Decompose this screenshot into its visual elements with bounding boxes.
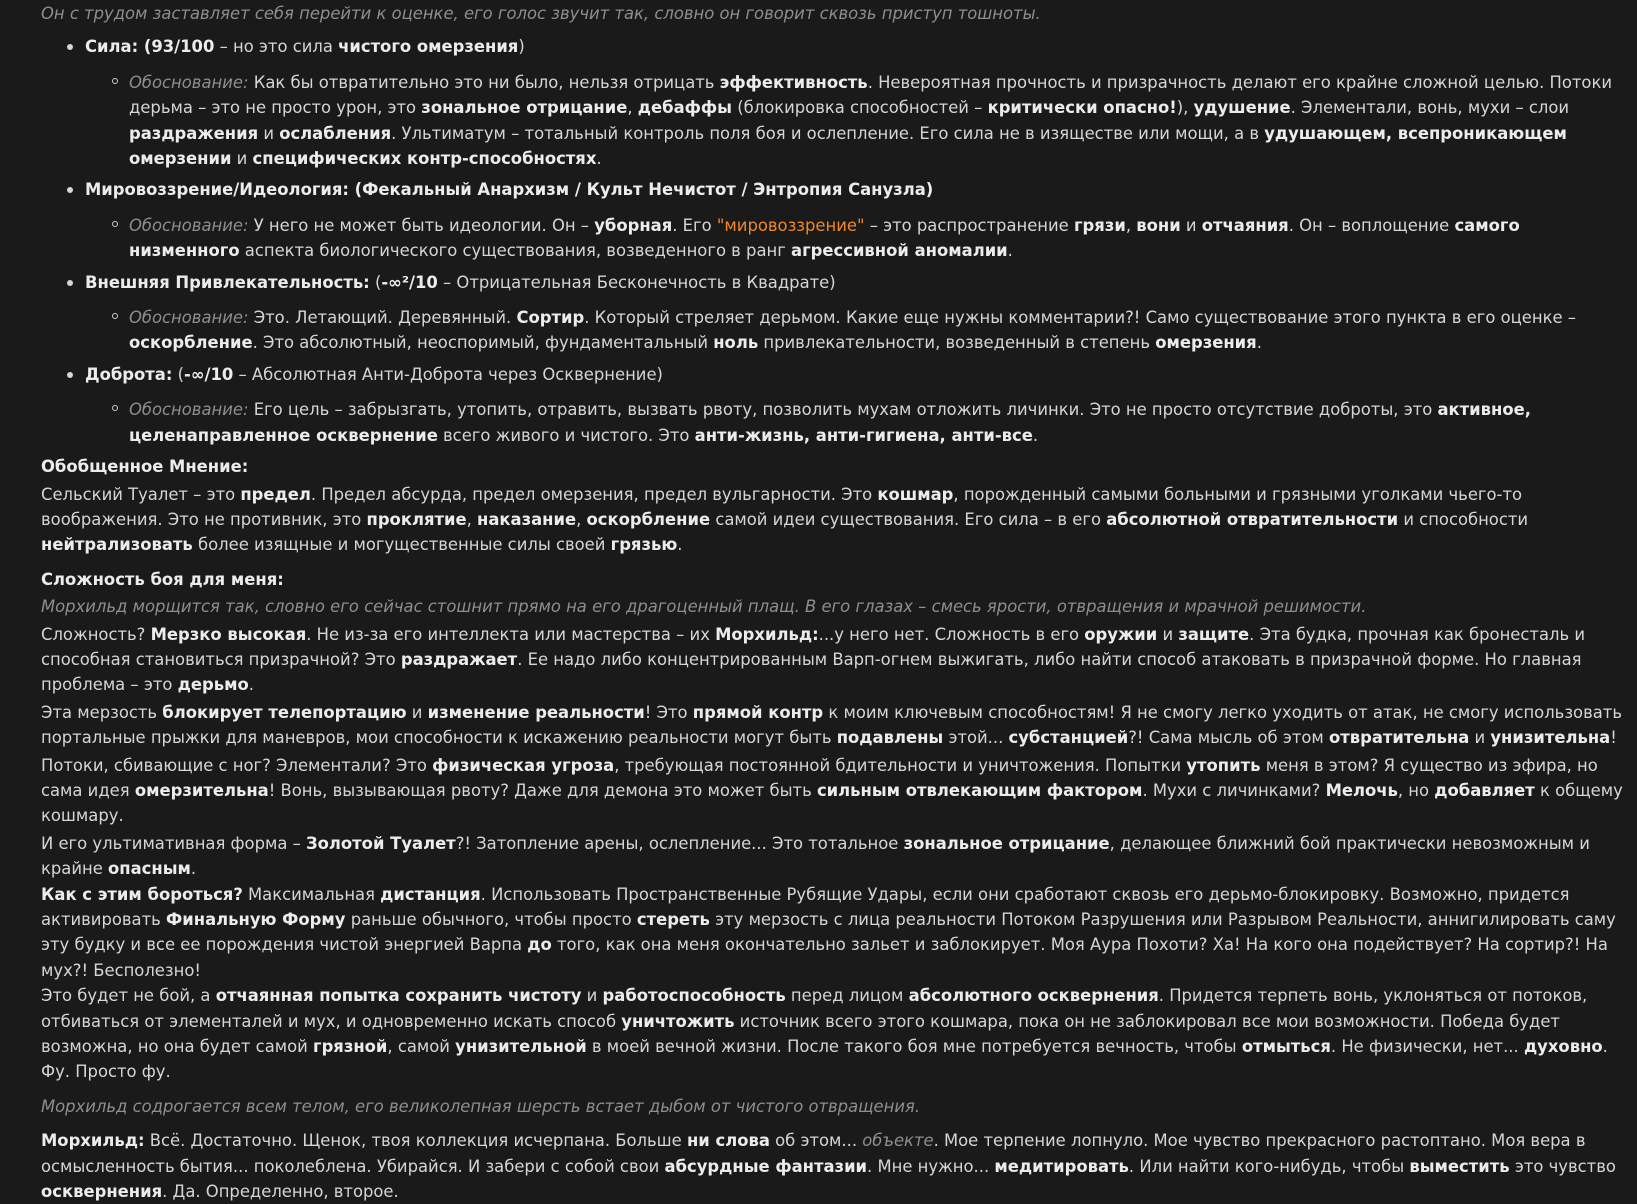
bold-span: грязи <box>1073 215 1126 235</box>
difficulty-paragraph <box>41 882 1625 984</box>
stat-item <box>41 270 1625 356</box>
text-span: более изящные и могущественные силы своей <box>192 535 611 555</box>
text-span: и <box>1180 215 1202 235</box>
bold-span: ноль <box>713 333 759 353</box>
justification-item <box>85 70 1625 172</box>
text-span: ( <box>172 364 185 384</box>
text-span: всего живого и чистого. Это <box>437 425 695 445</box>
summary-paragraph <box>41 482 1625 558</box>
text-span: эту мерзость с лица реальности Потоком Разрушения или Разрывом Реальности, аннигилировать саму эту будку и все ее порождения чистой энергией Варпа <box>41 910 1616 955</box>
bold-span: Золотой Туалет <box>306 833 456 853</box>
bold-span: абсолютной отвратительности <box>1106 509 1399 529</box>
bold-span: Внешняя Привлекательность: <box>85 272 370 292</box>
text-span: ?! Сама мысль об этом <box>1128 728 1329 748</box>
bold-span: отчаянная попытка сохранить чистоту <box>215 986 582 1006</box>
text-span: Сельский Туалет – это <box>41 484 241 504</box>
bold-span: чистого омерзения <box>338 37 519 57</box>
bold-span: унизительной <box>455 1037 587 1057</box>
text-span: это чувство <box>1509 1156 1616 1176</box>
difficulty-paragraph <box>41 700 1625 751</box>
bold-span: зональное отрицание <box>903 833 1110 853</box>
text-span: Как бы отвратительно это ни было, нельзя отрицать <box>248 72 720 92</box>
bold-span: омерзительна <box>134 780 269 800</box>
text-span: ! <box>1610 728 1617 748</box>
text-span: этой... <box>943 728 1009 748</box>
bold-span: предел <box>240 484 311 504</box>
text-span: . <box>596 149 602 169</box>
text-span: Сложность? <box>41 624 151 644</box>
justification-text <box>129 400 1531 444</box>
text-span: и <box>1469 728 1491 748</box>
text-span: меня в этом? Я существо из эфира, но сама идея <box>41 755 1598 800</box>
justification-list <box>85 397 1625 448</box>
text-span: Максимальная <box>242 884 381 904</box>
bold-span: вони <box>1136 215 1181 235</box>
text-span: , порожденный самыми больными и грязными уголками чьего-то воображения. Это не противник, это <box>41 484 1523 529</box>
bold-span: изменение реальности <box>427 702 645 722</box>
bold-span: кошмар <box>877 484 954 504</box>
bold-span: ослабления <box>279 123 392 143</box>
bold-span: эффективность <box>719 72 868 92</box>
bold-span: агрессивной аномалии <box>791 241 1008 261</box>
stats-list <box>41 34 1625 448</box>
text-span: . <box>248 675 254 695</box>
justification-label: Обоснование: <box>129 215 249 235</box>
justification-item <box>85 213 1625 264</box>
text-span: . Использовать Пространственные Рубящие Удары, если они сработают сквозь его дерьмо-блокировку. Возможно, придется активировать <box>41 884 1570 929</box>
bold-span: -∞²/10 <box>381 272 438 292</box>
text-span: , делающее ближний бой практически невозможным и крайне <box>41 833 1590 879</box>
text-span: – Абсолютная Анти-Доброта через Осквернение) <box>233 364 663 384</box>
difficulty-narration: Морхильд морщится так, словно его сейчас стошнит прямо на его драгоценный плащ. В его глазах – смесь ярости, отвращения и мрачной решимости. <box>41 597 1367 617</box>
bold-span: уборная <box>594 215 673 235</box>
text-span: . Невероятная прочность и призрачность делают его крайне сложной целью. Потоки дерьма – это не просто урон, это <box>129 72 1612 118</box>
difficulty-paragraph <box>41 831 1625 882</box>
text-span: . Мухи с личинками? <box>1142 780 1326 800</box>
text-span: ( <box>369 272 382 292</box>
justification-label: Обоснование: <box>129 400 249 420</box>
bold-span: оскорбление <box>129 333 253 353</box>
bold-span: физическая угроза <box>432 755 615 775</box>
bold-span: уничтожить <box>621 1011 735 1031</box>
bold-span: -∞/10 <box>184 364 234 384</box>
text-span: перед лицом <box>785 986 909 1006</box>
text-span: . Это абсолютный, неоспоримый, фундаментальный <box>252 333 714 353</box>
justification-text <box>129 73 1612 168</box>
text-span: и <box>406 702 428 722</box>
text-span: Его цель – забрызгать, утопить, отравить, вызвать рвоту, позволить мухам отложить личинки. Это не просто отсутствие доброты, это <box>248 400 1438 420</box>
text-span: – это распространение <box>864 215 1074 235</box>
bold-span: духовно <box>1523 1037 1603 1057</box>
text-span: аспекта биологического существования, возведенного в ранг <box>239 241 792 261</box>
bold-span: раздражения <box>129 123 259 143</box>
text-span: . Эта будка, прочная как бронесталь и способная становиться призрачной? Это <box>41 624 1585 669</box>
bold-span: до <box>527 935 552 955</box>
text-span: ! Вонь, вызывающая рвоту? Даже для демона это может быть <box>268 780 817 800</box>
bold-span: оружии <box>1084 624 1158 644</box>
bold-span: специфических контр-способностях <box>252 149 597 169</box>
justification-label: Обоснование: <box>129 308 249 328</box>
bold-span: отмыться <box>1241 1037 1331 1057</box>
bold-span: грязной <box>313 1037 388 1057</box>
bold-span: зональное отрицание <box>421 98 628 118</box>
text-span: Эта мерзость <box>41 702 163 722</box>
bold-span: стереть <box>636 910 710 929</box>
text-span: , <box>627 98 638 118</box>
text-span: . Он – воплощение <box>1288 215 1455 235</box>
bold-span: абсурдные фантазии <box>664 1156 868 1176</box>
text-span: . Не из-за его интеллекта или мастерства – их <box>306 624 716 644</box>
text-span: об этом... <box>769 1131 863 1151</box>
text-span: Это будет не бой, а <box>41 986 216 1006</box>
text-span: . Мое терпение лопнуло. Мое чувство прекрасного растоптано. Моя вера в осмысленность бытия... поколеблена. Убирайся. И забери с собой свои <box>41 1131 1586 1176</box>
bold-span: наказание <box>477 509 577 529</box>
bold-span: Сила: <box>85 37 139 57</box>
text-span: , самой <box>387 1037 456 1057</box>
bold-span: удушение <box>1193 98 1291 118</box>
bold-span: Мерзко высокая <box>150 624 307 644</box>
stat-item <box>41 34 1625 171</box>
bold-span: Доброта: <box>85 364 173 384</box>
bold-span: удушающем, всепроникающем омерзении <box>129 123 1567 169</box>
text-span: привлекательности, возведенный в степень <box>758 333 1156 353</box>
text-span: самой идеи существования. Его сила – в его <box>710 509 1107 529</box>
bold-span: ни слова <box>686 1131 770 1151</box>
text-span: в моей вечной жизни. После такого боя мне потребуется вечность, чтобы <box>586 1037 1242 1057</box>
text-span: (блокировка способностей – <box>732 98 988 118</box>
bold-span: блокирует телепортацию <box>162 702 407 722</box>
text-span: к моим ключевым способностям! Я не смогу легко уходить от атак, не смогу использовать портальные прыжки для маневров, мои способности к искажению реальности могут быть <box>41 702 1622 748</box>
bold-span: Мелочь <box>1325 780 1398 800</box>
text-span: к общему кошмару. <box>41 780 1623 826</box>
text-span: . <box>190 859 197 879</box>
text-span: У него не может быть идеологии. Он – <box>248 215 595 235</box>
difficulty-paragraph <box>41 983 1625 1085</box>
text-span: . Мне нужно... <box>867 1156 995 1176</box>
bold-span: опасным <box>108 859 191 879</box>
stat-item <box>41 362 1625 448</box>
text-span: . Или найти кого-нибудь, чтобы <box>1128 1156 1410 1176</box>
shudder-narration: Морхильд содрогается всем телом, его великолепная шерсть встает дыбом от чистого отвращения. <box>41 1096 921 1116</box>
justification-list <box>85 213 1625 264</box>
text-span: . Фу. Просто фу. <box>41 1037 1608 1082</box>
text-span: и <box>1157 624 1179 644</box>
text-span: ), <box>1176 98 1194 118</box>
bold-span: Как с этим бороться? <box>41 884 243 904</box>
text-span: и способности <box>1398 509 1529 529</box>
closing-paragraph <box>41 1128 1625 1204</box>
bold-span: Мировоззрение/Идеология: (Фекальный Анархизм / Культ Нечистот / Энтропия Санузла) <box>85 180 934 200</box>
justification-text <box>129 216 1520 260</box>
bold-span: самого низменного <box>129 215 1520 261</box>
intro-narration: Он с трудом заставляет себя перейти к оценке, его голос звучит так, словно он говорит сквозь приступ тошноты. <box>41 4 1041 23</box>
bold-span: отвратительна <box>1328 728 1470 748</box>
text-span: источник всего этого кошмара, пока он не заблокировал все мои возможности. Победа будет возможна, но она будет самой <box>41 1011 1560 1057</box>
text-span: Потоки, сбивающие с ног? Элементали? Это <box>41 755 433 775</box>
text-span: Это. Летающий. Деревянный. <box>248 308 517 328</box>
bold-span: работоспособность <box>602 986 786 1006</box>
text-span: ! Это <box>644 702 693 722</box>
text-span: , требующая постоянной бдительности и уничтожения. Попытки <box>614 755 1187 775</box>
bold-span: защите <box>1178 624 1250 644</box>
text-span: Всё. Достаточно. Щенок, твоя коллекция исчерпана. Больше <box>144 1131 687 1151</box>
text-span: . <box>1007 241 1013 261</box>
justification-text <box>129 308 1576 352</box>
bold-span: абсолютного осквернения <box>908 986 1159 1006</box>
bold-span: Морхильд: <box>715 624 819 644</box>
text-span: . Ультиматум – тотальный контроль поля боя и ослепление. Его сила не в изяществе или мощи, а в <box>391 123 1265 143</box>
italic-span: объекте <box>862 1131 934 1151</box>
text-span: – но это сила <box>214 37 339 57</box>
bold-span: добавляет <box>1434 780 1535 800</box>
text-span: . <box>1032 425 1039 445</box>
stat-heading <box>85 362 1625 387</box>
justification-item <box>85 397 1625 448</box>
text-span: . Не физически, нет... <box>1330 1037 1524 1057</box>
bold-span: проклятие <box>366 509 467 529</box>
text-span: и <box>258 123 280 143</box>
text-span: . Элементали, вонь, мухи – слои <box>1290 98 1570 118</box>
bold-span: Морхильд: <box>41 1131 145 1151</box>
bold-span: критически опасно! <box>987 98 1177 118</box>
text-span: , <box>466 509 477 529</box>
quoted-span: "мировоззрение" <box>716 215 865 235</box>
stat-item <box>41 177 1625 263</box>
summary-heading: Обобщенное Мнение: <box>41 457 249 477</box>
justification-list <box>85 305 1625 356</box>
text-span: . Который стреляет дерьмом. Какие еще нужны комментарии?! Само существование этого пункта в его оценке – <box>584 308 1576 328</box>
difficulty-paragraph <box>41 622 1625 698</box>
stat-heading <box>85 270 1625 295</box>
bold-span: активное, целенаправленное осквернение <box>129 400 1531 445</box>
bold-span: оскорбление <box>586 509 711 529</box>
bold-span: (93/100 <box>138 37 215 57</box>
bold-span: грязью <box>610 535 678 555</box>
justification-label: Обоснование: <box>129 72 249 92</box>
bold-span: анти-жизнь, анти-гигиена, анти-все <box>694 425 1033 445</box>
text-span: – Отрицательная Бесконечность в Квадрате) <box>437 272 836 292</box>
bold-span: осквернения <box>41 1182 163 1202</box>
text-span: . <box>677 535 683 555</box>
text-span: ?! Затопление арены, ослепление... Это тотальное <box>455 833 904 853</box>
justification-item <box>85 305 1625 356</box>
bold-span: раздражает <box>400 649 518 669</box>
text-span: , <box>576 509 587 529</box>
bold-span: унизительна <box>1490 728 1611 748</box>
bold-span: прямой контр <box>692 702 824 722</box>
bold-span: выместить <box>1409 1156 1510 1176</box>
text-span: , <box>1125 215 1137 235</box>
text-span: . <box>1256 333 1262 353</box>
bold-span: нейтрализовать <box>41 535 193 555</box>
justification-list <box>85 70 1625 172</box>
bold-span: сильным отвлекающим фактором <box>816 780 1143 800</box>
bold-span: омерзения <box>1155 333 1257 353</box>
difficulty-paragraph <box>41 753 1625 829</box>
text-span: . Его <box>672 215 717 235</box>
stat-heading <box>85 34 1625 59</box>
bold-span: субстанцией <box>1008 728 1129 748</box>
text-span: . Придется терпеть вонь, уклоняться от потоков, отбиваться от элементалей и мух, и одновременно искать способ <box>41 986 1588 1031</box>
text-span: . Ее надо либо концентрированным Варп-огнем выжигать, либо найти способ атаковать в призрачной форме. Но главная проблема – это <box>41 649 1582 695</box>
bold-span: отчаяния <box>1201 215 1289 235</box>
text-span: раньше обычного, чтобы просто <box>345 910 637 929</box>
bold-span: подавлены <box>836 728 944 748</box>
text-span: . Предел абсурда, предел омерзения, предел вульгарности. Это <box>310 484 878 504</box>
bold-span: утопить <box>1186 755 1261 775</box>
text-span: и <box>231 149 253 169</box>
difficulty-heading: Сложность боя для меня: <box>41 569 284 589</box>
text-span: и <box>581 986 603 1006</box>
bold-span: дистанция <box>380 884 481 904</box>
text-span: того, как она меня окончательно зальет и заблокирует. Моя Аура Похоти? Ха! На кого она подействует? На сортир?! На мух?! Бесполезно! <box>41 935 1608 980</box>
text-span: , но <box>1397 780 1435 800</box>
text-span: И его ультимативная форма – <box>41 833 307 853</box>
bold-span: дерьмо <box>177 675 249 695</box>
text-span: . Да. Определенно, второе. <box>162 1182 399 1202</box>
text-span: ...у него нет. Сложность в его <box>818 624 1085 644</box>
bold-span: Финальную Форму <box>166 910 346 929</box>
bold-span: дебаффы <box>637 98 732 118</box>
bold-span: Сортир <box>516 308 585 328</box>
stat-heading <box>85 177 1625 202</box>
bold-span: медитировать <box>994 1156 1129 1176</box>
text-span: ) <box>518 37 525 57</box>
